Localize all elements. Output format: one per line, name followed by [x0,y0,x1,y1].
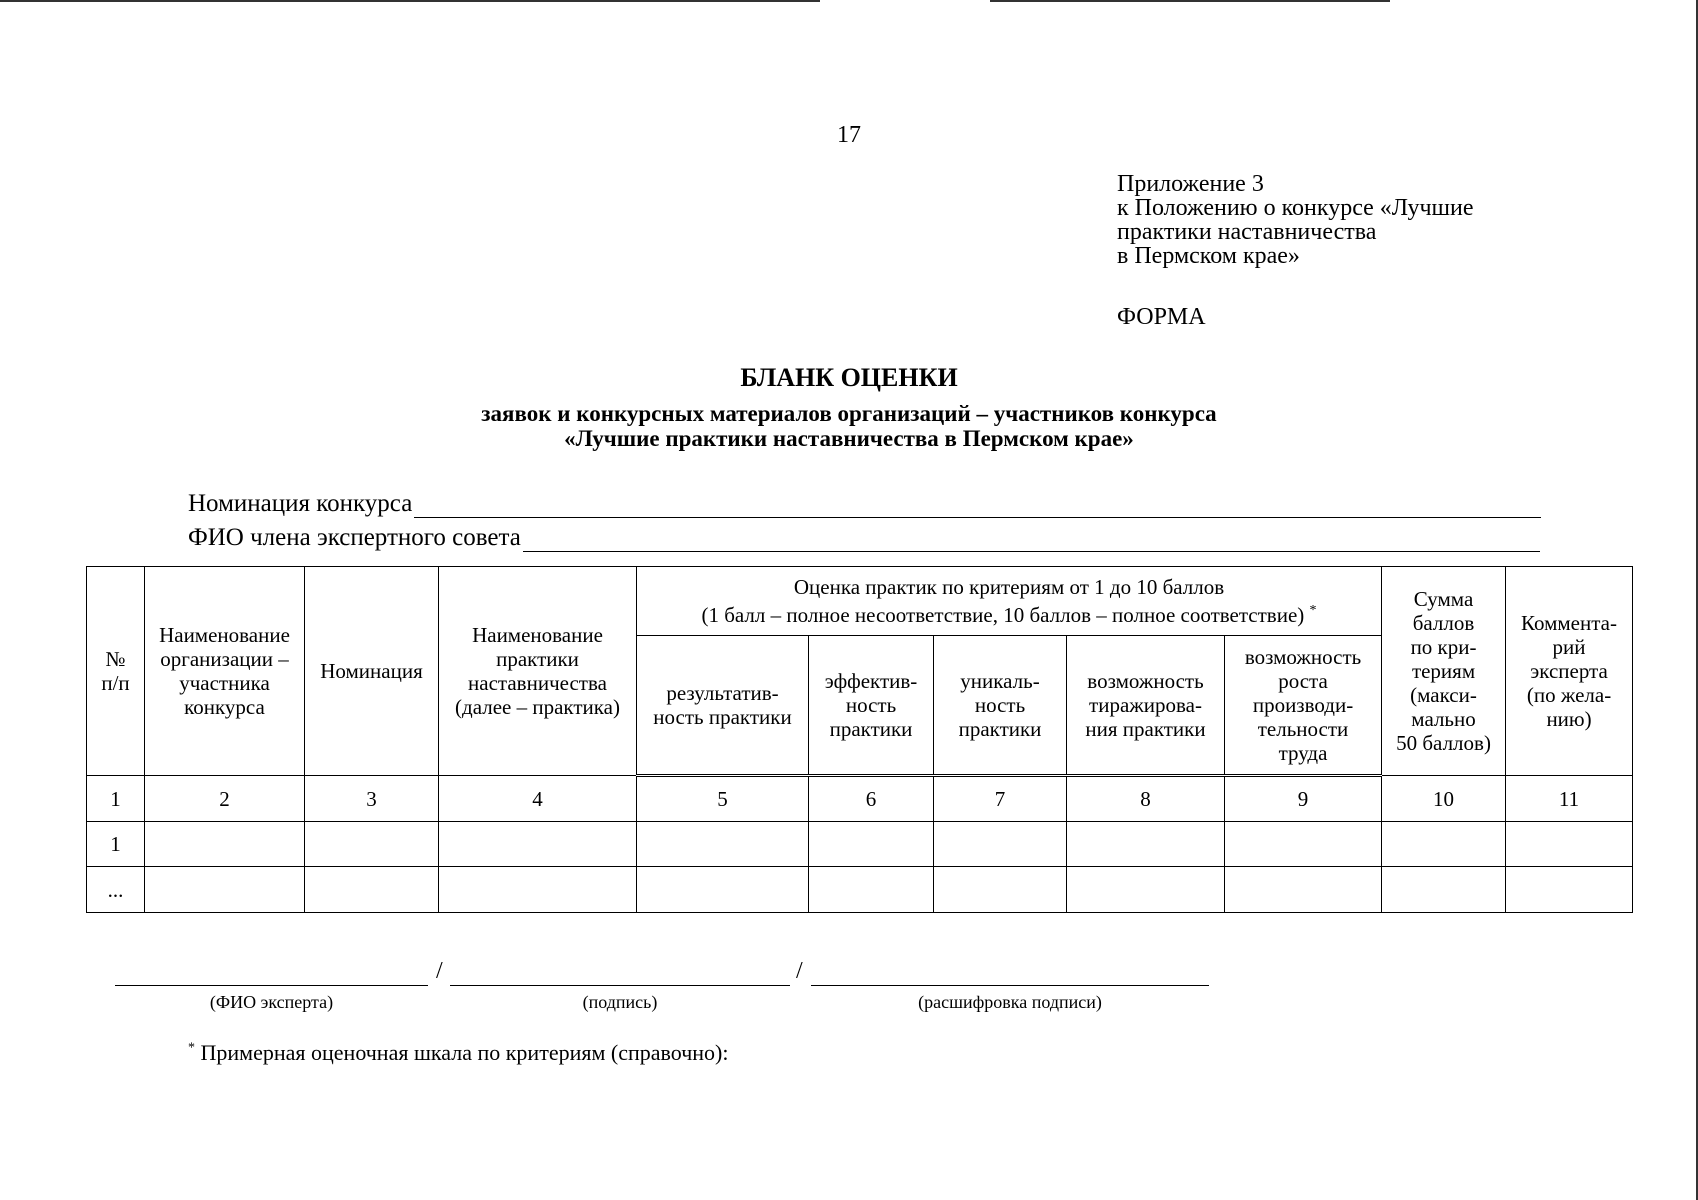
scan-edge-line [0,0,820,2]
column-number: 6 [809,776,934,822]
table-cell[interactable] [145,822,305,867]
document-subtitle [0,401,1698,451]
table-cell[interactable] [809,822,934,867]
table-cell[interactable] [1225,822,1382,867]
table-cell[interactable] [145,867,305,913]
table-cell[interactable] [1506,822,1633,867]
column-number: 9 [1225,776,1382,822]
column-number: 5 [637,776,809,822]
column-number: 3 [305,776,439,822]
evaluation-table [86,566,1633,913]
header-organization: Наименование организации – участника конкурса [145,567,305,776]
table-cell[interactable] [439,867,637,913]
signature-decoding-caption: (расшифровка подписи) [918,992,1102,1012]
header-criterion-efficiency: эффектив- ность практики [809,636,934,776]
nomination-blank-line[interactable] [414,495,1541,518]
column-number: 7 [934,776,1067,822]
table-cell[interactable] [1067,822,1225,867]
table-cell[interactable] [934,867,1067,913]
nomination-field[interactable] [188,490,1541,518]
row-number-cell: 1 [87,822,145,867]
table-cell[interactable] [1506,867,1633,913]
header-score-sum: Сумма баллов по кри- териям (макси- мально 50 баллов) [1382,567,1506,776]
table-cell[interactable] [934,822,1067,867]
signature-separator: / [796,958,803,984]
table-row [87,822,1633,867]
column-number: 11 [1506,776,1633,822]
document-title: БЛАНК ОЦЕНКИ [740,363,958,392]
signature-separator: / [436,958,443,984]
table-cell[interactable] [1382,822,1506,867]
table-cell[interactable] [439,822,637,867]
nomination-label: Номинация конкурса [188,490,413,517]
asterisk-mark: * [1309,603,1317,618]
table-cell[interactable] [637,867,809,913]
table-cell[interactable] [1225,867,1382,913]
signature-decoding-line[interactable] [811,985,1209,986]
table-cell[interactable] [809,867,934,913]
header-nomination: Номинация [305,567,439,776]
signature-caption: (подпись) [582,992,658,1012]
signature-line[interactable] [450,985,790,986]
appendix-header [1117,172,1474,268]
expert-name-field[interactable] [188,524,1540,552]
table-cell[interactable] [1067,867,1225,913]
expert-name-blank-line[interactable] [523,529,1540,552]
form-label: ФОРМА [1117,304,1206,330]
subtitle-line: заявок и конкурсных материалов организаций – участников конкурса [481,401,1217,426]
appendix-line: в Пермском крае» [1117,243,1300,269]
column-number: 1 [87,776,145,822]
header-number: № п/п [87,567,145,776]
header-comment: Коммента- рий эксперта (по жела- нию) [1506,567,1633,776]
header-criteria-group: Оценка практик по критериям от 1 до 10 баллов (1 балл – полное несоответствие, 10 баллов – полное соответствие) * [637,567,1382,636]
footnote-mark: * [188,1040,195,1056]
appendix-line: практики наставничества [1117,219,1377,245]
table-row [87,867,1633,913]
scan-edge-line [990,0,1390,2]
appendix-line: Приложение 3 [1117,171,1264,197]
header-criterion-uniqueness: уникаль- ность практики [934,636,1067,776]
column-numbering-row [87,776,1633,822]
column-number: 10 [1382,776,1506,822]
expert-name-caption: (ФИО эксперта) [209,992,334,1012]
footnote-text: Примерная оценочная шкала по критериям (справочно): [195,1040,729,1065]
table-cell[interactable] [637,822,809,867]
header-criterion-productivity-growth: возможность роста производи- тельности труда [1225,636,1382,776]
header-criterion-effectiveness: результатив- ность практики [637,636,809,776]
header-criterion-replicability: возможность тиражирова- ния практики [1067,636,1225,776]
table-cell[interactable] [1382,867,1506,913]
header-practice: Наименование практики наставничества (далее – практика) [439,567,637,776]
expert-name-signature-line[interactable] [115,985,428,986]
column-number: 2 [145,776,305,822]
page-number: 17 [837,122,861,148]
column-number: 4 [439,776,637,822]
table-cell[interactable] [305,822,439,867]
subtitle-line: «Лучшие практики наставничества в Пермском крае» [564,426,1134,451]
table-cell[interactable] [305,867,439,913]
appendix-line: к Положению о конкурсе «Лучшие [1117,195,1474,221]
expert-name-label: ФИО члена экспертного совета [188,524,521,551]
row-number-cell: ... [87,867,145,913]
column-number: 8 [1067,776,1225,822]
footnote [188,1040,728,1066]
